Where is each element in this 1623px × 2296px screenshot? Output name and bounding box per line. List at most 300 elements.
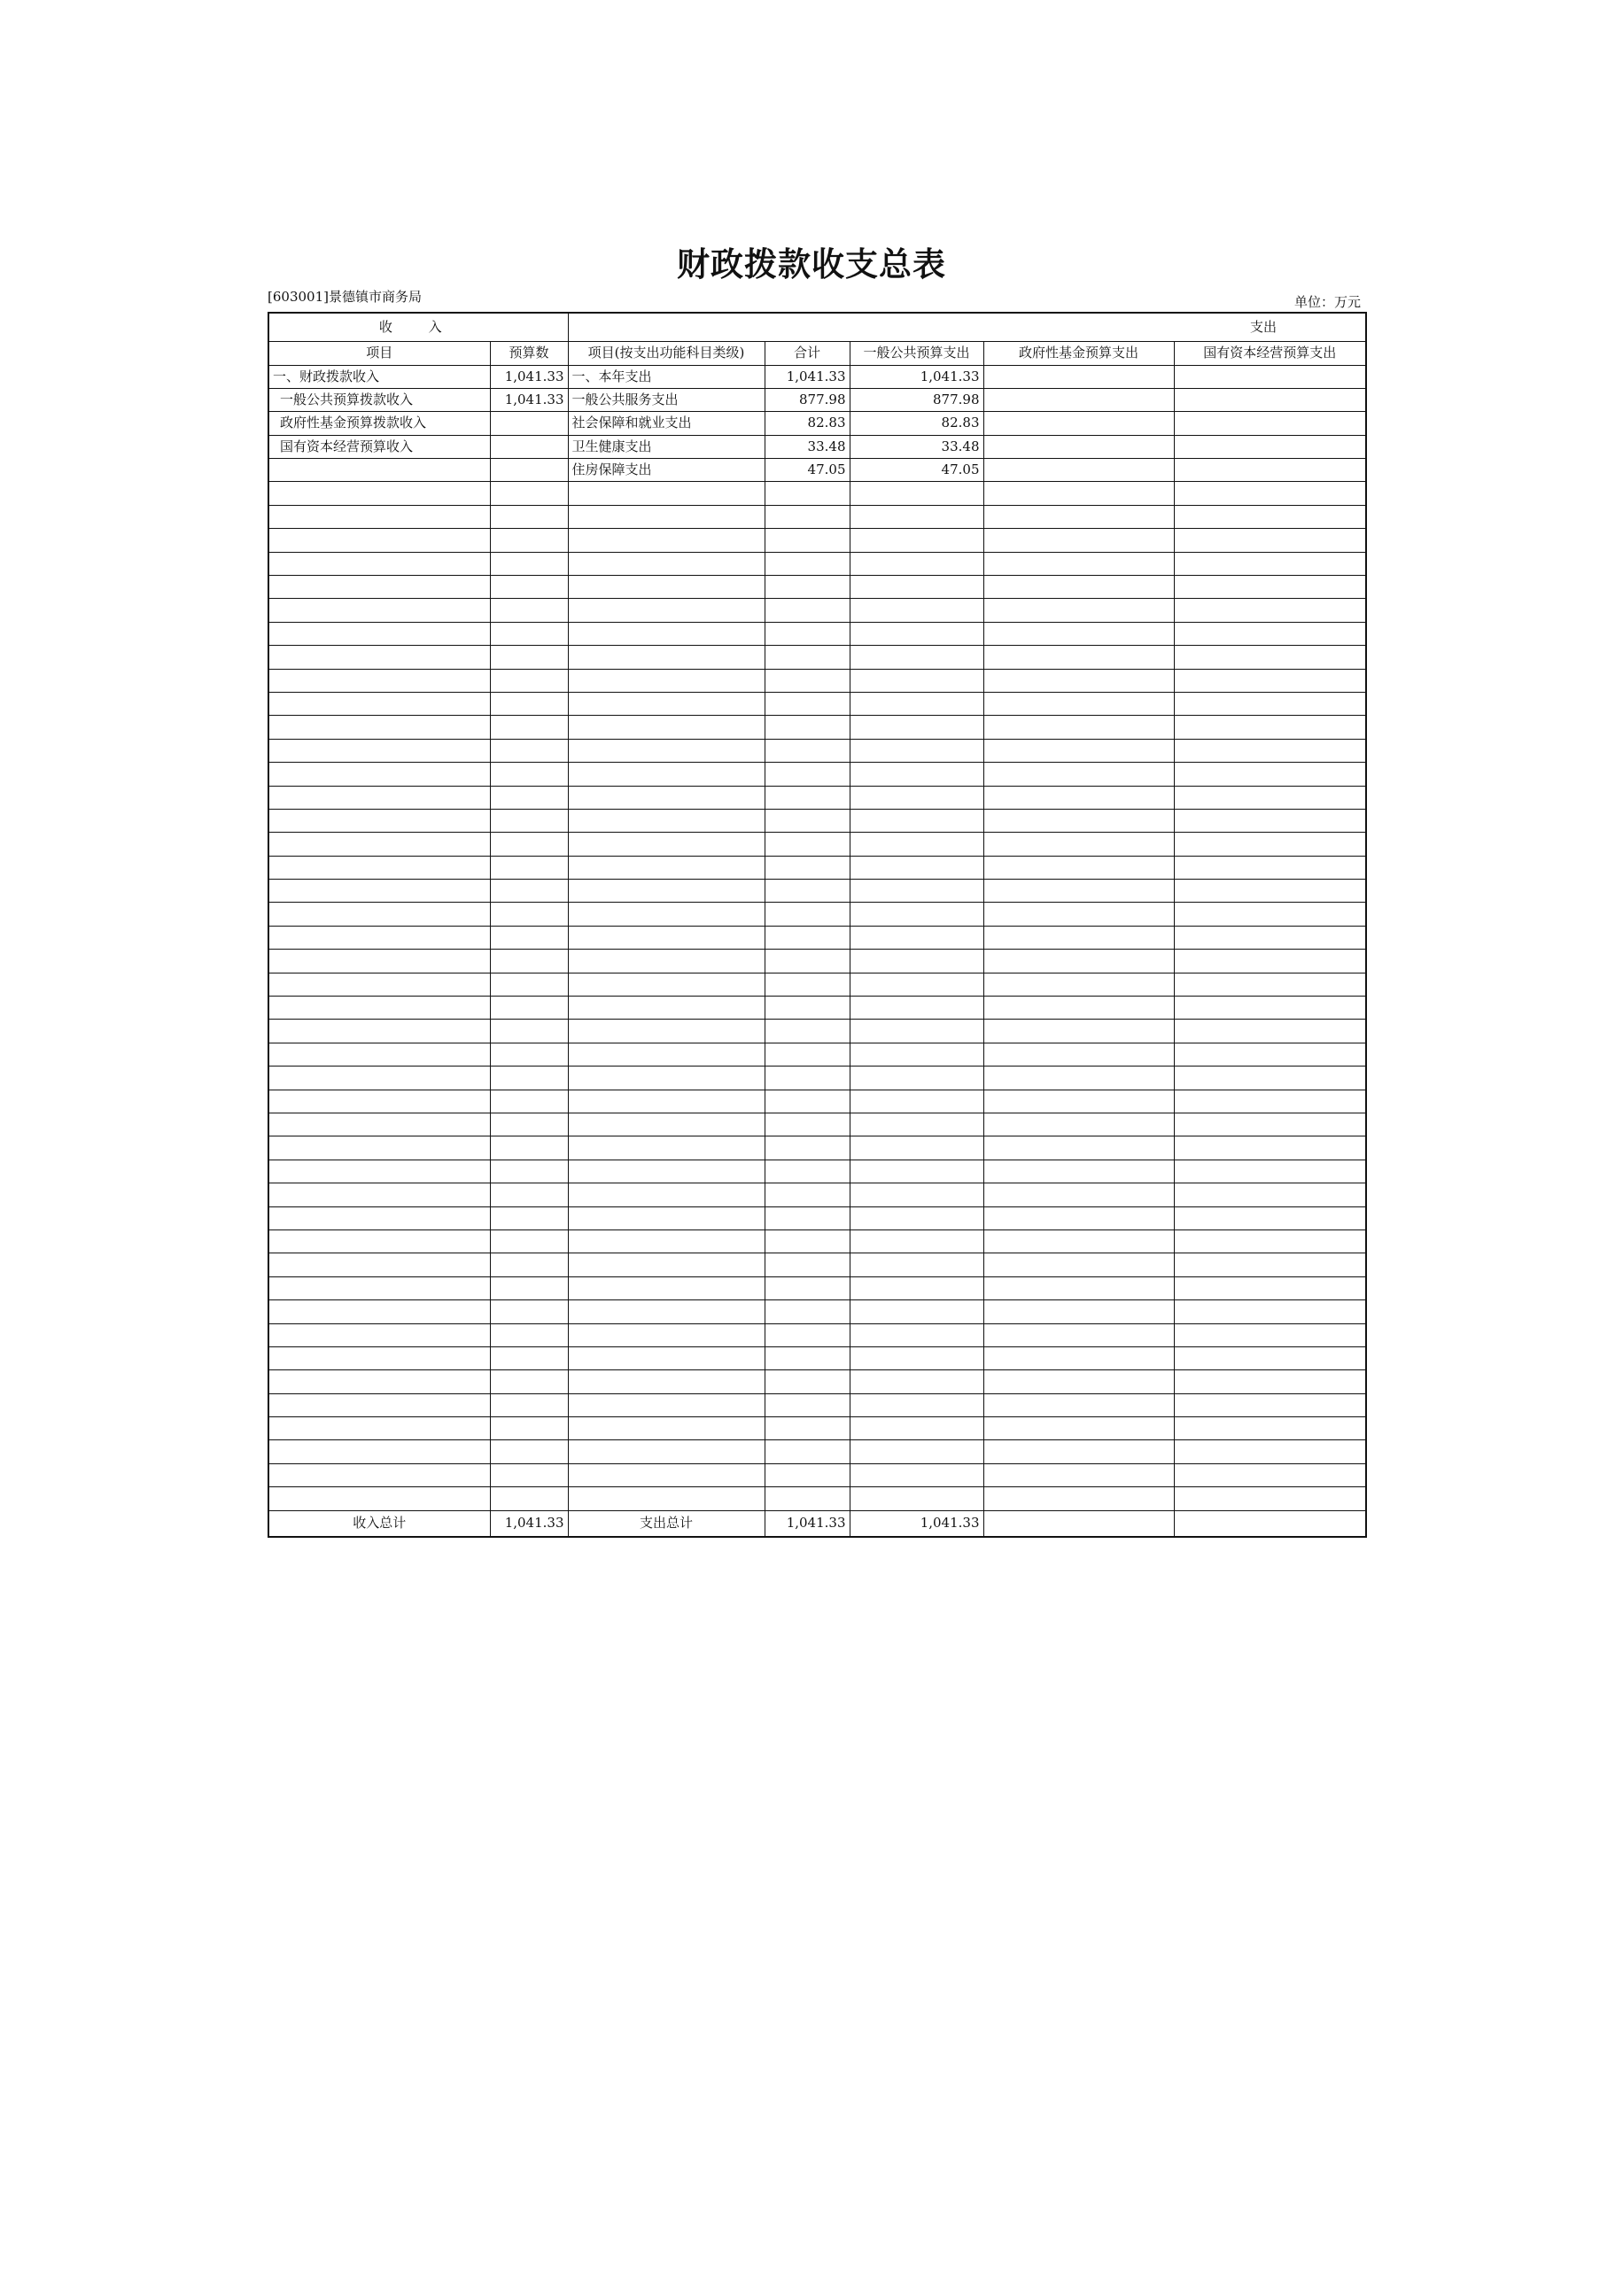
gov-fund-cell <box>983 880 1174 903</box>
income-item-cell: 一般公共预算拨款收入 <box>268 388 490 411</box>
gov-fund-cell <box>983 1370 1174 1393</box>
expense-item-cell <box>568 716 765 739</box>
income-item-cell <box>268 1370 490 1393</box>
gov-fund-cell <box>983 1043 1174 1066</box>
gov-fund-cell <box>983 997 1174 1020</box>
income-amount-cell <box>490 599 568 622</box>
general-budget-cell <box>850 692 983 715</box>
expense-item-cell <box>568 1393 765 1416</box>
general-budget-cell <box>850 926 983 949</box>
income-item-cell <box>268 716 490 739</box>
general-budget-cell <box>850 1393 983 1416</box>
general-budget-cell <box>850 669 983 692</box>
state-capital-cell <box>1174 1067 1366 1090</box>
gov-fund-cell <box>983 1300 1174 1323</box>
income-amount-cell <box>490 786 568 809</box>
expense-total-cell: 82.83 <box>765 412 850 435</box>
empty-table-row <box>268 1440 1366 1463</box>
general-budget-cell: 47.05 <box>850 459 983 482</box>
expense-total-cell <box>765 1276 850 1299</box>
empty-table-row <box>268 552 1366 575</box>
income-item-cell <box>268 763 490 786</box>
income-amount-cell <box>490 669 568 692</box>
expense-item-cell <box>568 1067 765 1090</box>
gov-fund-cell <box>983 435 1174 458</box>
gov-fund-cell <box>983 1183 1174 1206</box>
state-capital-cell <box>1174 809 1366 832</box>
expense-item-cell <box>568 1417 765 1440</box>
income-item-cell <box>268 1463 490 1486</box>
gov-fund-cell <box>983 1253 1174 1276</box>
expense-total-cell <box>765 1440 850 1463</box>
totals-row <box>268 1510 1366 1537</box>
expense-item-cell <box>568 505 765 528</box>
expense-group-header: 支出 <box>568 313 1366 341</box>
expense-item-cell <box>568 880 765 903</box>
expense-item-cell <box>568 1160 765 1183</box>
gov-fund-cell <box>983 716 1174 739</box>
expense-item-cell <box>568 833 765 856</box>
expense-total-cell <box>765 529 850 552</box>
income-item-cell <box>268 856 490 879</box>
income-amount-cell <box>490 622 568 645</box>
gov-fund-cell <box>983 1487 1174 1510</box>
state-capital-cell <box>1174 365 1366 388</box>
table-row <box>268 388 1366 411</box>
income-amount-cell <box>490 1417 568 1440</box>
empty-table-row <box>268 1160 1366 1183</box>
col-header-gov-fund-expense: 政府性基金预算支出 <box>983 341 1174 365</box>
general-budget-cell <box>850 997 983 1020</box>
general-budget-cell <box>850 1229 983 1253</box>
general-budget-cell <box>850 1113 983 1136</box>
col-header-budget-amount: 预算数 <box>490 341 568 365</box>
expense-item-cell <box>568 950 765 973</box>
general-budget-cell <box>850 1136 983 1160</box>
income-item-cell <box>268 622 490 645</box>
general-budget-cell <box>850 1020 983 1043</box>
income-amount-cell <box>490 459 568 482</box>
income-amount-cell <box>490 833 568 856</box>
income-amount-cell <box>490 1323 568 1346</box>
expense-total-cell: 33.48 <box>765 435 850 458</box>
expense-total-cell <box>765 1487 850 1510</box>
expense-item-cell: 住房保障支出 <box>568 459 765 482</box>
income-amount-cell <box>490 716 568 739</box>
general-budget-cell <box>850 1206 983 1229</box>
general-budget-cell <box>850 599 983 622</box>
income-item-cell: 政府性基金预算拨款收入 <box>268 412 490 435</box>
income-item-cell <box>268 529 490 552</box>
income-amount-cell <box>490 973 568 996</box>
expense-total-cell <box>765 1346 850 1369</box>
income-amount-cell <box>490 1370 568 1393</box>
state-capital-cell <box>1174 505 1366 528</box>
income-amount-cell <box>490 1393 568 1416</box>
gov-fund-cell <box>983 1463 1174 1486</box>
empty-table-row <box>268 1253 1366 1276</box>
general-budget-cell <box>850 716 983 739</box>
state-capital-cell <box>1174 1160 1366 1183</box>
expense-item-cell <box>568 1276 765 1299</box>
state-capital-cell <box>1174 1463 1366 1486</box>
income-amount-cell <box>490 505 568 528</box>
expense-total-cell <box>765 786 850 809</box>
gov-fund-cell <box>983 622 1174 645</box>
expense-total-cell: 877.98 <box>765 388 850 411</box>
general-budget-cell <box>850 1346 983 1369</box>
unit-label: 单位：万元 <box>1293 294 1361 310</box>
gov-fund-cell <box>983 1136 1174 1160</box>
gov-fund-cell <box>983 412 1174 435</box>
expense-item-cell <box>568 1113 765 1136</box>
empty-table-row <box>268 716 1366 739</box>
state-capital-cell <box>1174 903 1366 926</box>
empty-table-row <box>268 1323 1366 1346</box>
empty-table-row <box>268 1090 1366 1113</box>
expense-total-cell <box>765 576 850 599</box>
expense-item-cell <box>568 1253 765 1276</box>
expense-item-cell <box>568 1020 765 1043</box>
income-item-cell <box>268 950 490 973</box>
income-amount-cell <box>490 1136 568 1160</box>
expense-item-cell <box>568 739 765 762</box>
state-capital-cell <box>1174 482 1366 505</box>
income-item-cell <box>268 692 490 715</box>
general-budget-cell <box>850 1160 983 1183</box>
state-capital-cell <box>1174 646 1366 669</box>
general-budget-cell <box>850 786 983 809</box>
income-amount-cell: 1,041.33 <box>490 388 568 411</box>
state-capital-cell <box>1174 856 1366 879</box>
expense-item-cell <box>568 669 765 692</box>
gov-fund-cell <box>983 1160 1174 1183</box>
state-capital-cell <box>1174 1020 1366 1043</box>
empty-table-row <box>268 576 1366 599</box>
state-capital-cell <box>1174 622 1366 645</box>
expense-total-amount: 1,041.33 <box>765 1510 850 1537</box>
empty-table-row <box>268 1020 1366 1043</box>
gov-fund-cell <box>983 1229 1174 1253</box>
general-budget-cell <box>850 856 983 879</box>
expense-total-cell <box>765 669 850 692</box>
income-item-cell <box>268 1160 490 1183</box>
income-amount-cell <box>490 903 568 926</box>
organization-label: [603001]景德镇市商务局 <box>268 289 422 305</box>
empty-table-row <box>268 1370 1366 1393</box>
state-capital-cell <box>1174 1417 1366 1440</box>
state-capital-cell <box>1174 459 1366 482</box>
general-budget-cell <box>850 1183 983 1206</box>
income-amount-cell <box>490 1300 568 1323</box>
income-group-header: 收 入 <box>268 313 568 341</box>
expense-total-cell <box>765 903 850 926</box>
empty-table-row <box>268 1229 1366 1253</box>
income-item-cell <box>268 1276 490 1299</box>
expense-total-cell <box>765 926 850 949</box>
income-item-cell <box>268 1229 490 1253</box>
income-item-cell <box>268 1136 490 1160</box>
empty-table-row <box>268 763 1366 786</box>
gov-fund-cell <box>983 1440 1174 1463</box>
gov-fund-cell <box>983 1393 1174 1416</box>
empty-table-row <box>268 1300 1366 1323</box>
gov-fund-cell <box>983 646 1174 669</box>
gov-fund-cell <box>983 576 1174 599</box>
income-item-cell <box>268 1020 490 1043</box>
general-budget-cell: 82.83 <box>850 412 983 435</box>
col-header-expense-item: 项目(按支出功能科目类级) <box>568 341 765 365</box>
general-budget-cell <box>850 903 983 926</box>
expense-item-cell <box>568 552 765 575</box>
income-amount-cell <box>490 856 568 879</box>
expense-item-cell <box>568 1323 765 1346</box>
empty-table-row <box>268 856 1366 879</box>
income-item-cell <box>268 739 490 762</box>
expense-item-cell <box>568 692 765 715</box>
empty-table-row <box>268 505 1366 528</box>
general-budget-cell <box>850 1090 983 1113</box>
income-item-cell <box>268 1183 490 1206</box>
expense-total-cell <box>765 809 850 832</box>
income-amount-cell <box>490 1276 568 1299</box>
income-item-cell <box>268 482 490 505</box>
expense-total-cell <box>765 599 850 622</box>
income-amount-cell <box>490 1229 568 1253</box>
income-amount-cell <box>490 739 568 762</box>
gov-fund-cell <box>983 1090 1174 1113</box>
expense-item-cell: 一、本年支出 <box>568 365 765 388</box>
empty-table-row <box>268 1276 1366 1299</box>
income-amount-cell <box>490 692 568 715</box>
general-budget-cell <box>850 482 983 505</box>
income-item-cell <box>268 505 490 528</box>
gov-fund-cell <box>983 692 1174 715</box>
income-item-cell: 一、财政拨款收入 <box>268 365 490 388</box>
state-capital-cell <box>1174 880 1366 903</box>
expense-item-cell <box>568 599 765 622</box>
group-header-row <box>268 313 1366 341</box>
empty-table-row <box>268 482 1366 505</box>
expense-total-cell <box>765 1136 850 1160</box>
gov-fund-cell <box>983 856 1174 879</box>
expense-total-cell <box>765 622 850 645</box>
expense-item-cell <box>568 926 765 949</box>
general-budget-cell <box>850 1043 983 1066</box>
table-row <box>268 459 1366 482</box>
gov-fund-total <box>983 1510 1174 1537</box>
expense-total-cell <box>765 1113 850 1136</box>
income-item-cell: 国有资本经营预算收入 <box>268 435 490 458</box>
general-budget-cell <box>850 973 983 996</box>
empty-table-row <box>268 1136 1366 1160</box>
state-capital-cell <box>1174 973 1366 996</box>
expense-total-cell <box>765 1043 850 1066</box>
expense-total-cell <box>765 646 850 669</box>
gov-fund-cell <box>983 1020 1174 1043</box>
income-item-cell <box>268 1253 490 1276</box>
income-item-cell <box>268 1113 490 1136</box>
state-capital-cell <box>1174 1487 1366 1510</box>
col-header-state-capital-expense: 国有资本经营预算支出 <box>1174 341 1366 365</box>
expense-item-cell <box>568 1300 765 1323</box>
expense-total-cell <box>765 997 850 1020</box>
expense-item-cell <box>568 1090 765 1113</box>
income-amount-cell <box>490 552 568 575</box>
income-item-cell <box>268 903 490 926</box>
income-amount-cell <box>490 435 568 458</box>
gov-fund-cell <box>983 833 1174 856</box>
expense-item-cell <box>568 1346 765 1369</box>
expense-total-cell <box>765 950 850 973</box>
state-capital-cell <box>1174 739 1366 762</box>
income-item-cell <box>268 1090 490 1113</box>
expense-total-cell <box>765 1183 850 1206</box>
gov-fund-cell <box>983 1346 1174 1369</box>
income-item-cell <box>268 973 490 996</box>
expense-item-cell <box>568 1229 765 1253</box>
state-capital-total <box>1174 1510 1366 1537</box>
income-total-amount: 1,041.33 <box>490 1510 568 1537</box>
state-capital-cell <box>1174 576 1366 599</box>
general-budget-cell <box>850 552 983 575</box>
expense-total-cell <box>765 1300 850 1323</box>
expense-item-cell <box>568 1370 765 1393</box>
general-budget-cell <box>850 1300 983 1323</box>
general-budget-cell <box>850 505 983 528</box>
income-item-cell <box>268 1417 490 1440</box>
general-budget-cell <box>850 763 983 786</box>
fiscal-summary-table <box>268 312 1367 1538</box>
state-capital-cell <box>1174 1136 1366 1160</box>
state-capital-cell <box>1174 763 1366 786</box>
income-amount-cell <box>490 950 568 973</box>
expense-total-cell <box>765 1253 850 1276</box>
income-item-cell <box>268 1206 490 1229</box>
income-item-cell <box>268 552 490 575</box>
income-amount-cell <box>490 1346 568 1369</box>
state-capital-cell <box>1174 1370 1366 1393</box>
general-budget-cell <box>850 1067 983 1090</box>
expense-item-cell <box>568 1206 765 1229</box>
gov-fund-cell <box>983 552 1174 575</box>
state-capital-cell <box>1174 1206 1366 1229</box>
gov-fund-cell <box>983 669 1174 692</box>
expense-item-cell: 社会保障和就业支出 <box>568 412 765 435</box>
gov-fund-cell <box>983 809 1174 832</box>
expense-item-cell <box>568 1043 765 1066</box>
empty-table-row <box>268 1113 1366 1136</box>
income-amount-cell <box>490 1020 568 1043</box>
income-item-cell <box>268 786 490 809</box>
empty-table-row <box>268 669 1366 692</box>
expense-total-cell <box>765 1067 850 1090</box>
expense-total-cell <box>765 1206 850 1229</box>
income-item-cell <box>268 1067 490 1090</box>
income-amount-cell <box>490 1113 568 1136</box>
state-capital-cell <box>1174 786 1366 809</box>
general-budget-cell: 33.48 <box>850 435 983 458</box>
income-amount-cell <box>490 529 568 552</box>
expense-total-cell <box>765 1090 850 1113</box>
general-budget-cell <box>850 529 983 552</box>
gov-fund-cell <box>983 1417 1174 1440</box>
empty-table-row <box>268 692 1366 715</box>
income-amount-cell <box>490 1253 568 1276</box>
gov-fund-cell <box>983 903 1174 926</box>
gov-fund-cell <box>983 1067 1174 1090</box>
state-capital-cell <box>1174 1183 1366 1206</box>
document-title: 财政拨款收支总表 <box>677 245 946 283</box>
state-capital-cell <box>1174 692 1366 715</box>
expense-total-cell <box>765 692 850 715</box>
income-item-cell <box>268 646 490 669</box>
expense-item-cell <box>568 576 765 599</box>
expense-total-cell: 47.05 <box>765 459 850 482</box>
gov-fund-cell <box>983 388 1174 411</box>
general-budget-cell <box>850 1370 983 1393</box>
expense-item-cell <box>568 763 765 786</box>
gov-fund-cell <box>983 1276 1174 1299</box>
state-capital-cell <box>1174 435 1366 458</box>
empty-table-row <box>268 1346 1366 1369</box>
general-budget-cell <box>850 1276 983 1299</box>
empty-table-row <box>268 973 1366 996</box>
general-budget-cell <box>850 1323 983 1346</box>
expense-total-cell <box>765 856 850 879</box>
state-capital-cell <box>1174 1090 1366 1113</box>
state-capital-cell <box>1174 1323 1366 1346</box>
empty-table-row <box>268 1206 1366 1229</box>
gov-fund-cell <box>983 529 1174 552</box>
column-header-row <box>268 341 1366 365</box>
income-amount-cell: 1,041.33 <box>490 365 568 388</box>
gov-fund-cell <box>983 950 1174 973</box>
expense-item-cell: 卫生健康支出 <box>568 435 765 458</box>
expense-item-cell <box>568 973 765 996</box>
state-capital-cell <box>1174 1346 1366 1369</box>
expense-item-cell: 一般公共服务支出 <box>568 388 765 411</box>
expense-total-cell <box>765 833 850 856</box>
income-item-cell <box>268 669 490 692</box>
income-amount-cell <box>490 1043 568 1066</box>
state-capital-cell <box>1174 388 1366 411</box>
table-row <box>268 435 1366 458</box>
income-item-cell <box>268 1393 490 1416</box>
state-capital-cell <box>1174 1440 1366 1463</box>
empty-table-row <box>268 1463 1366 1486</box>
general-budget-cell <box>850 1417 983 1440</box>
expense-total-cell <box>765 1370 850 1393</box>
state-capital-cell <box>1174 926 1366 949</box>
general-budget-cell <box>850 1463 983 1486</box>
income-total-label: 收入总计 <box>268 1510 490 1537</box>
gov-fund-cell <box>983 1206 1174 1229</box>
expense-item-cell <box>568 997 765 1020</box>
general-budget-cell <box>850 950 983 973</box>
expense-item-cell <box>568 903 765 926</box>
income-item-cell <box>268 809 490 832</box>
expense-item-cell <box>568 646 765 669</box>
income-amount-cell <box>490 1463 568 1486</box>
expense-item-cell <box>568 529 765 552</box>
empty-table-row <box>268 1487 1366 1510</box>
gov-fund-cell <box>983 482 1174 505</box>
general-budget-cell <box>850 646 983 669</box>
income-amount-cell <box>490 763 568 786</box>
empty-table-row <box>268 903 1366 926</box>
state-capital-cell <box>1174 1113 1366 1136</box>
